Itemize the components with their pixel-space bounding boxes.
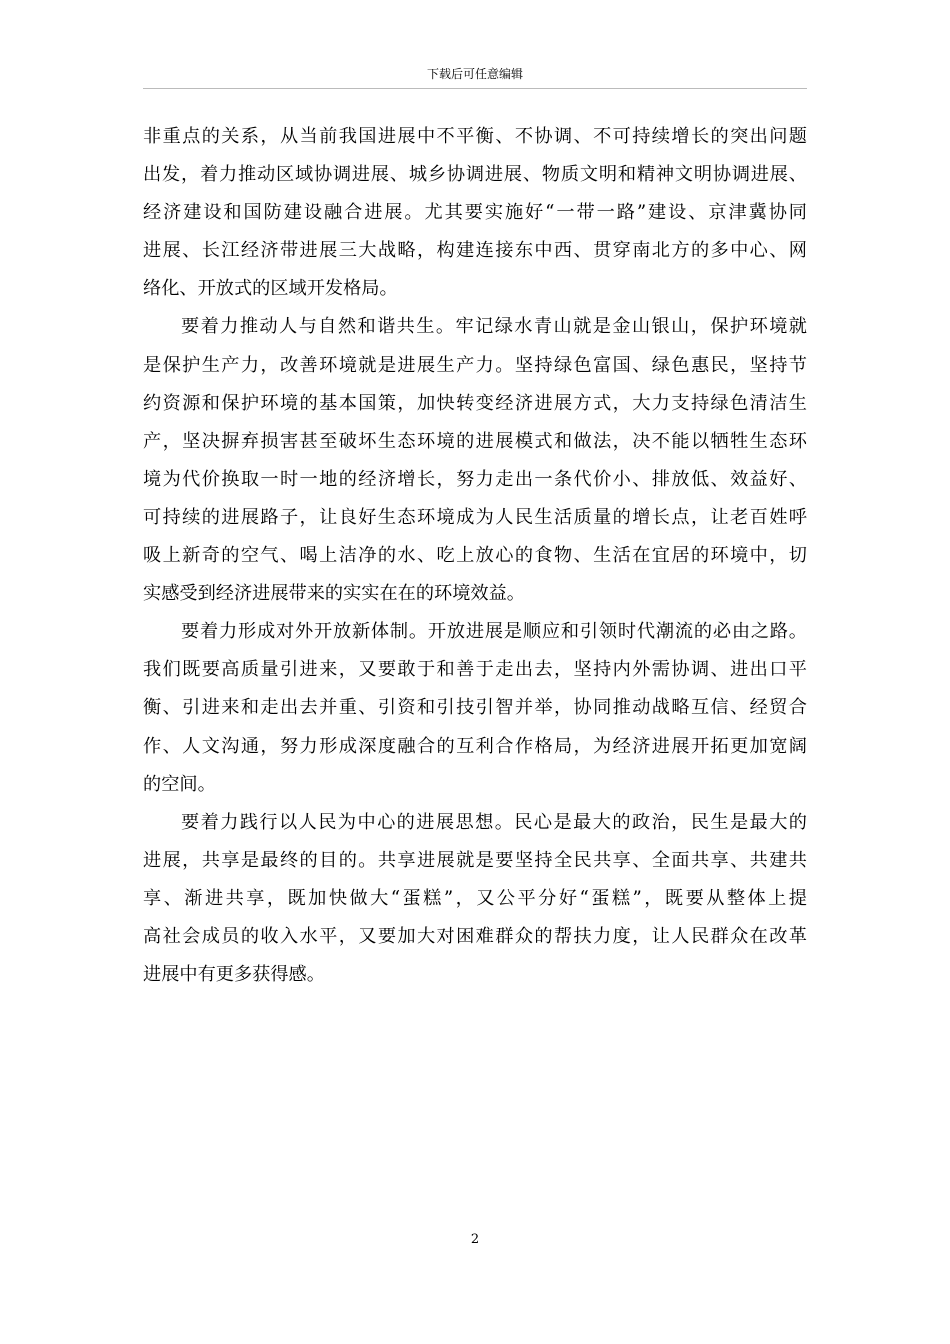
text-line: 实感受到经济进展带来的实实在在的环境效益。 [143, 583, 525, 605]
text-line: 进展、长江经济带进展三大战略，构建连接东中西、贯穿南北方的多中心、网 [143, 240, 807, 262]
text-line: 进展中有更多获得感。 [143, 964, 325, 986]
text-line: 出发，着力推动区域协调进展、城乡协调进展、物质文明和精神文明协调进展、 [143, 164, 807, 186]
text-line: 吸上新奇的空气、喝上洁净的水、吃上放心的食物、生活在宜居的环境中，切 [143, 545, 807, 567]
text-line: 享、渐进共享，既加快做大“蛋糕”，又公平分好“蛋糕”，既要从整体上提 [143, 887, 807, 909]
text-line: 境为代价换取一时一地的经济增长，努力走出一条代价小、排放低、效益好、 [143, 468, 807, 490]
text-line: 衡、引进来和走出去并重、引资和引技引智并举，协同推动战略互信、经贸合 [143, 697, 807, 719]
text-line: 高社会成员的收入水平，又要加大对困难群众的帮扶力度，让人民群众在改革 [143, 925, 807, 947]
text-line: 作、人文沟通，努力形成深度融合的互利合作格局，为经济进展开拓更加宽阔 [143, 735, 807, 757]
text-line: 络化、开放式的区域开发格局。 [143, 278, 398, 300]
text-line: 进展，共享是最终的目的。共享进展就是要坚持全民共享、全面共享、共建共 [143, 849, 807, 871]
text-line: 可持续的进展路子，让良好生态环境成为人民生活质量的增长点，让老百姓呼 [143, 506, 807, 528]
header-rule [143, 88, 807, 89]
document-body [143, 118, 807, 994]
text-line: 要着力推动人与自然和谐共生。牢记绿水青山就是金山银山，保护环境就 [181, 316, 807, 338]
page-header: 下载后可任意编辑 [426, 67, 523, 81]
text-line: 要着力践行以人民为中心的进展思想。民心是最大的政治，民生是最大的 [181, 811, 807, 833]
paragraph-1 [143, 118, 807, 308]
text-line: 要着力形成对外开放新体制。开放进展是顺应和引领时代潮流的必由之路。 [181, 621, 807, 643]
text-line: 非重点的关系，从当前我国进展中不平衡、不协调、不可持续增长的突出问题 [143, 126, 807, 147]
text-line: 约资源和保护环境的基本国策，加快转变经济进展方式，大力支持绿色清洁生 [143, 392, 807, 414]
paragraph-4 [143, 804, 807, 994]
paragraph-3 [143, 613, 807, 803]
paragraph-2 [143, 308, 807, 613]
text-line: 是保护生产力，改善环境就是进展生产力。坚持绿色富国、绿色惠民，坚持节 [143, 354, 807, 376]
text-line: 经济建设和国防建设融合进展。尤其要实施好“一带一路”建设、京津冀协同 [143, 202, 807, 224]
text-line: 我们既要高质量引进来，又要敢于和善于走出去，坚持内外需协调、进出口平 [143, 659, 807, 681]
page-number: 2 [470, 1232, 480, 1247]
text-line: 产，坚决摒弃损害甚至破坏生态环境的进展模式和做法，决不能以牺牲生态环 [143, 430, 807, 452]
text-line: 的空间。 [143, 773, 216, 795]
